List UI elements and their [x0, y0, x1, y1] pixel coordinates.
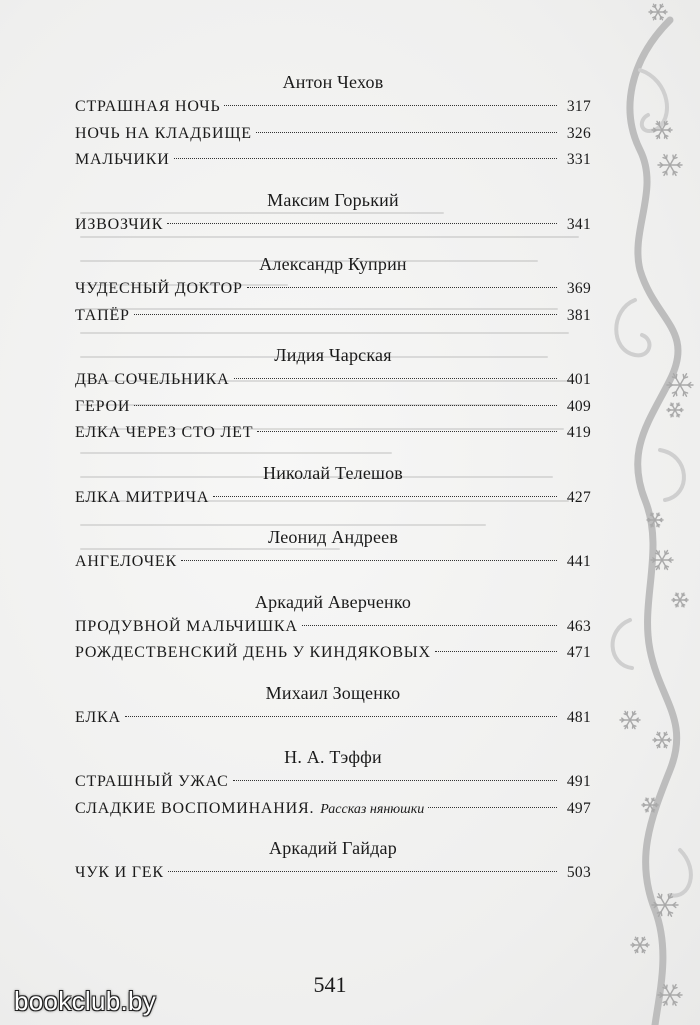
story-title: ЧУДЕСНЫЙ ДОКТОР	[75, 280, 243, 297]
page-number: 541	[313, 972, 347, 997]
story-title: СЛАДКИЕ ВОСПОМИНАНИЯ.	[75, 799, 315, 817]
dot-leader	[247, 287, 557, 288]
dot-leader	[224, 105, 557, 106]
story-title: МАЛЬЧИКИ	[75, 151, 170, 168]
story-title: СТРАШНЫЙ УЖАС	[75, 773, 229, 790]
story-subtitle: Рассказ нянюшки	[320, 801, 425, 817]
toc-entry[interactable]	[75, 485, 591, 512]
page-ref: 369	[566, 280, 591, 297]
author-name: Аркадий Аверченко	[254, 591, 412, 612]
dot-leader	[428, 807, 557, 808]
story-title: ИЗВОЗЧИК	[75, 215, 164, 233]
toc-entry[interactable]	[75, 367, 591, 394]
page-ref: 427	[566, 488, 591, 506]
toc-entry[interactable]	[75, 394, 591, 421]
section-gap	[75, 822, 591, 836]
page-ref: 503	[566, 864, 591, 881]
table-of-contents	[75, 70, 591, 887]
dot-leader	[233, 780, 557, 781]
author-name: Аркадий Гайдар	[269, 838, 397, 858]
section-gap	[75, 329, 591, 343]
dot-leader	[134, 314, 557, 315]
dot-leader	[213, 496, 557, 497]
story-title: ЕЛКА ЧЕРЕЗ СТО ЛЕТ	[75, 424, 254, 441]
page-ref: 317	[566, 98, 591, 115]
page-ref: 497	[566, 799, 591, 817]
page-ref: 381	[566, 306, 591, 324]
toc-entry[interactable]	[75, 614, 591, 641]
toc-entry[interactable]	[75, 420, 591, 447]
toc-entry[interactable]	[75, 303, 591, 330]
page-ref: 471	[566, 644, 591, 661]
toc-entry[interactable]	[75, 549, 591, 576]
snowflake-icon	[667, 403, 683, 417]
toc-entry[interactable]	[75, 769, 591, 796]
section-gap	[75, 238, 591, 252]
dot-leader	[302, 625, 557, 626]
story-title: СТРАШНАЯ НОЧЬ	[75, 98, 221, 115]
story-title: ДВА СОЧЕЛЬНИКА	[75, 371, 230, 388]
story-title: ЧУК И ГЕК	[75, 864, 164, 881]
dot-leader	[256, 132, 557, 133]
toc-entry[interactable]	[75, 212, 591, 239]
page-ref: 401	[566, 371, 591, 388]
story-title: НОЧЬ НА КЛАДБИЩЕ	[75, 124, 252, 142]
page-ref: 491	[566, 773, 591, 790]
bookclub-watermark: bookclub.by	[14, 986, 157, 1016]
dot-leader	[125, 716, 557, 717]
snowflake-icon	[658, 155, 682, 176]
page-ref: 481	[566, 708, 591, 726]
snowflake-ornament-border	[600, 0, 700, 1025]
author-name: Н. А. Тэффи	[284, 747, 382, 767]
snowflake-icon	[653, 732, 671, 748]
page-ref: 419	[566, 424, 591, 441]
story-title: ЕЛКА МИТРИЧА	[75, 488, 210, 506]
section-gap	[75, 511, 591, 525]
snowflake-icon	[649, 4, 667, 20]
toc-entry[interactable]	[75, 705, 591, 732]
toc-entry[interactable]	[75, 796, 591, 823]
dot-leader	[181, 560, 557, 561]
snowflake-icon	[672, 593, 688, 607]
section-gap	[75, 174, 591, 188]
story-title: ПРОДУВНОЙ МАЛЬЧИШКА	[75, 617, 298, 635]
page-ref: 326	[566, 124, 591, 142]
section-gap	[75, 576, 591, 590]
toc-entry[interactable]	[75, 94, 591, 121]
story-title: АНГЕЛОЧЕК	[75, 553, 177, 570]
page-ref: 441	[566, 553, 591, 570]
toc-entry[interactable]	[75, 121, 591, 148]
page-ref: 463	[566, 617, 591, 635]
page-ref: 409	[566, 397, 591, 415]
page-ref: 331	[566, 151, 591, 168]
toc-entry[interactable]	[75, 640, 591, 667]
snowflake-icon	[631, 937, 649, 953]
author-name: Лидия Чарская	[274, 345, 392, 365]
snowflake-icon	[620, 711, 640, 728]
story-title: ГЕРОИ	[75, 397, 131, 415]
toc-entry[interactable]	[75, 860, 591, 887]
story-title: РОЖДЕСТВЕНСКИЙ ДЕНЬ У КИНДЯКОВЫХ	[75, 644, 431, 661]
author-name: Леонид Андреев	[267, 527, 399, 547]
author-name: Александр Куприн	[259, 254, 407, 274]
author-name: Максим Горький	[267, 189, 399, 210]
dot-leader	[134, 405, 557, 406]
author-name: Михаил Зощенко	[265, 682, 401, 703]
section-gap	[75, 447, 591, 461]
dot-leader	[435, 651, 557, 652]
author-name: Антон Чехов	[282, 72, 384, 92]
dot-leader	[168, 871, 557, 872]
dot-leader	[174, 158, 557, 159]
section-gap	[75, 667, 591, 681]
page-ref: 341	[566, 215, 591, 233]
toc-entry[interactable]	[75, 147, 591, 174]
dot-leader	[257, 431, 557, 432]
section-gap	[75, 731, 591, 745]
dot-leader	[167, 223, 557, 224]
story-title: ТАПЁР	[75, 306, 130, 324]
author-name: Николай Телешов	[263, 462, 403, 483]
dot-leader	[234, 378, 558, 379]
story-title: ЕЛКА	[75, 708, 121, 726]
toc-entry[interactable]	[75, 276, 591, 303]
